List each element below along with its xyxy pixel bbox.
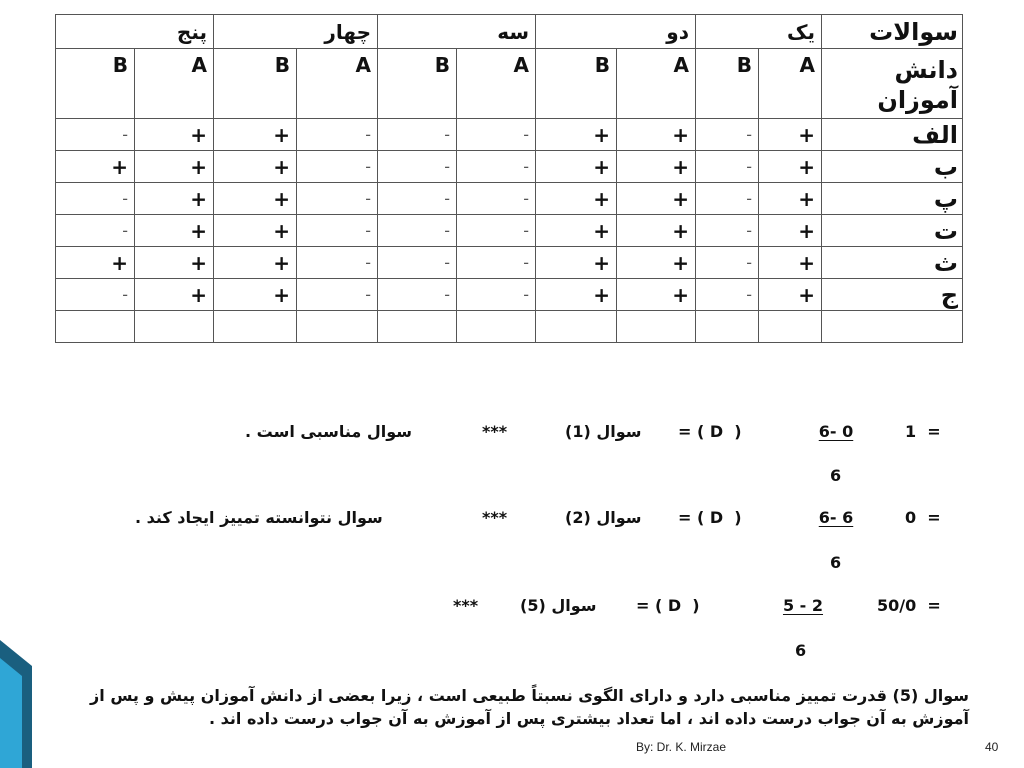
- formula-2-numerator: 6- 6: [818, 508, 854, 527]
- mark-cell: -: [297, 279, 378, 311]
- mark-cell: +: [536, 119, 617, 151]
- sub-header-b: B: [696, 49, 759, 119]
- formula-3-question: سوال (5): [520, 596, 597, 615]
- formula-3-result: 50/0 =: [877, 596, 941, 615]
- table-row: [56, 279, 963, 311]
- sub-header-a: A: [457, 49, 536, 119]
- formula-1-equation: = ( D ): [678, 422, 742, 441]
- mark-cell: +: [56, 247, 135, 279]
- mark-cell: +: [759, 151, 822, 183]
- sub-header-a: A: [759, 49, 822, 119]
- mark-cell: +: [759, 119, 822, 151]
- mark-cell: -: [457, 151, 536, 183]
- mark-cell: +: [214, 247, 297, 279]
- mark-cell: -: [56, 215, 135, 247]
- mark-cell: -: [696, 151, 759, 183]
- table-row: [56, 183, 963, 215]
- formula-1-denominator: 6: [830, 466, 842, 485]
- formula-2-equation: = ( D ): [678, 508, 742, 527]
- question-analysis-table: [55, 14, 963, 343]
- mark-cell: -: [378, 215, 457, 247]
- mark-cell: -: [297, 151, 378, 183]
- student-label: ث: [822, 247, 963, 279]
- mark-cell: -: [378, 247, 457, 279]
- mark-cell: +: [617, 215, 696, 247]
- empty-cell: [536, 311, 617, 343]
- mark-cell: -: [56, 119, 135, 151]
- mark-cell: +: [135, 183, 214, 215]
- formula-2-stars: ***: [482, 508, 508, 527]
- formula-1-result: 1 =: [905, 422, 941, 441]
- mark-cell: +: [56, 151, 135, 183]
- formula-1-stars: ***: [482, 422, 508, 441]
- mark-cell: +: [536, 279, 617, 311]
- empty-cell: [214, 311, 297, 343]
- group-header-1: یک: [696, 15, 822, 49]
- mark-cell: -: [696, 119, 759, 151]
- mark-cell: +: [214, 279, 297, 311]
- mark-cell: +: [536, 215, 617, 247]
- group-header-3: سه: [378, 15, 536, 49]
- student-label: الف: [822, 119, 963, 151]
- mark-cell: -: [457, 279, 536, 311]
- empty-cell: [822, 311, 963, 343]
- sub-header-a: A: [297, 49, 378, 119]
- empty-cell: [617, 311, 696, 343]
- table-row: [56, 247, 963, 279]
- mark-cell: -: [696, 215, 759, 247]
- empty-cell: [56, 311, 135, 343]
- mark-cell: +: [759, 183, 822, 215]
- mark-cell: +: [214, 151, 297, 183]
- mark-cell: -: [457, 215, 536, 247]
- empty-cell: [378, 311, 457, 343]
- mark-cell: +: [536, 247, 617, 279]
- mark-cell: +: [135, 247, 214, 279]
- formula-2-denominator: 6: [830, 553, 842, 572]
- mark-cell: -: [378, 119, 457, 151]
- mark-cell: +: [214, 119, 297, 151]
- formula-1-numerator: 6- 0: [818, 422, 854, 441]
- questions-header: سوالات: [822, 15, 963, 49]
- mark-cell: -: [696, 247, 759, 279]
- sub-header-a: A: [617, 49, 696, 119]
- empty-cell: [759, 311, 822, 343]
- group-header-5: پنج: [56, 15, 214, 49]
- student-label: ب: [822, 151, 963, 183]
- mark-cell: -: [457, 247, 536, 279]
- mark-cell: +: [536, 183, 617, 215]
- students-header: دانش آموزان: [822, 49, 963, 119]
- mark-cell: -: [457, 183, 536, 215]
- sub-header-b: B: [536, 49, 617, 119]
- mark-cell: -: [297, 247, 378, 279]
- footer-page-number: 40: [985, 740, 999, 754]
- mark-cell: +: [135, 215, 214, 247]
- formula-1-comment: سوال مناسبی است .: [245, 422, 412, 441]
- sub-header-a: A: [135, 49, 214, 119]
- mark-cell: +: [536, 151, 617, 183]
- mark-cell: -: [56, 183, 135, 215]
- mark-cell: -: [56, 279, 135, 311]
- sub-header-b: B: [214, 49, 297, 119]
- mark-cell: +: [214, 215, 297, 247]
- mark-cell: +: [759, 247, 822, 279]
- mark-cell: +: [135, 151, 214, 183]
- empty-cell: [696, 311, 759, 343]
- formula-3-equation: = ( D ): [636, 596, 700, 615]
- table-row: [56, 215, 963, 247]
- mark-cell: -: [457, 119, 536, 151]
- sub-header-b: B: [56, 49, 135, 119]
- table-row: [56, 151, 963, 183]
- sub-header-b: B: [378, 49, 457, 119]
- empty-cell: [457, 311, 536, 343]
- group-header-4: چهار: [214, 15, 378, 49]
- mark-cell: -: [297, 183, 378, 215]
- formula-2-comment: سوال نتوانسته تمییز ایجاد کند .: [135, 508, 383, 527]
- student-label: پ: [822, 183, 963, 215]
- formula-3-numerator: 5 - 2: [782, 596, 824, 615]
- mark-cell: -: [696, 279, 759, 311]
- formula-1-question: سوال (1): [565, 422, 642, 441]
- mark-cell: +: [135, 279, 214, 311]
- empty-cell: [297, 311, 378, 343]
- mark-cell: +: [617, 119, 696, 151]
- formula-2-question: سوال (2): [565, 508, 642, 527]
- decorative-wedge: [0, 640, 32, 768]
- explanation-paragraph: سوال (5) قدرت تمییز مناسبی دارد و دارای الگوی نسبتاً طبیعی است ، زیرا بعضی از دانش آموزان پیش و پس از آموزش به آن جواب درست داده اند ، اما تعداد بیشتری پس از آموزش به آن جواب درست داده اند .: [90, 686, 969, 728]
- mark-cell: -: [378, 279, 457, 311]
- group-header-2: دو: [536, 15, 696, 49]
- footer-author: By: Dr. K. Mirzae: [636, 740, 727, 754]
- mark-cell: +: [214, 183, 297, 215]
- formula-3-stars: ***: [453, 596, 479, 615]
- mark-cell: +: [617, 151, 696, 183]
- mark-cell: +: [759, 215, 822, 247]
- student-label: ت: [822, 215, 963, 247]
- mark-cell: +: [617, 247, 696, 279]
- table-row: [56, 119, 963, 151]
- mark-cell: +: [617, 183, 696, 215]
- mark-cell: -: [378, 183, 457, 215]
- mark-cell: +: [759, 279, 822, 311]
- mark-cell: -: [297, 119, 378, 151]
- formula-3-denominator: 6: [795, 641, 807, 660]
- student-label: ج: [822, 279, 963, 311]
- mark-cell: -: [378, 151, 457, 183]
- mark-cell: -: [297, 215, 378, 247]
- mark-cell: -: [696, 183, 759, 215]
- formula-2-result: 0 =: [905, 508, 941, 527]
- wedge-light-shape: [0, 658, 22, 768]
- empty-cell: [135, 311, 214, 343]
- mark-cell: +: [135, 119, 214, 151]
- mark-cell: +: [617, 279, 696, 311]
